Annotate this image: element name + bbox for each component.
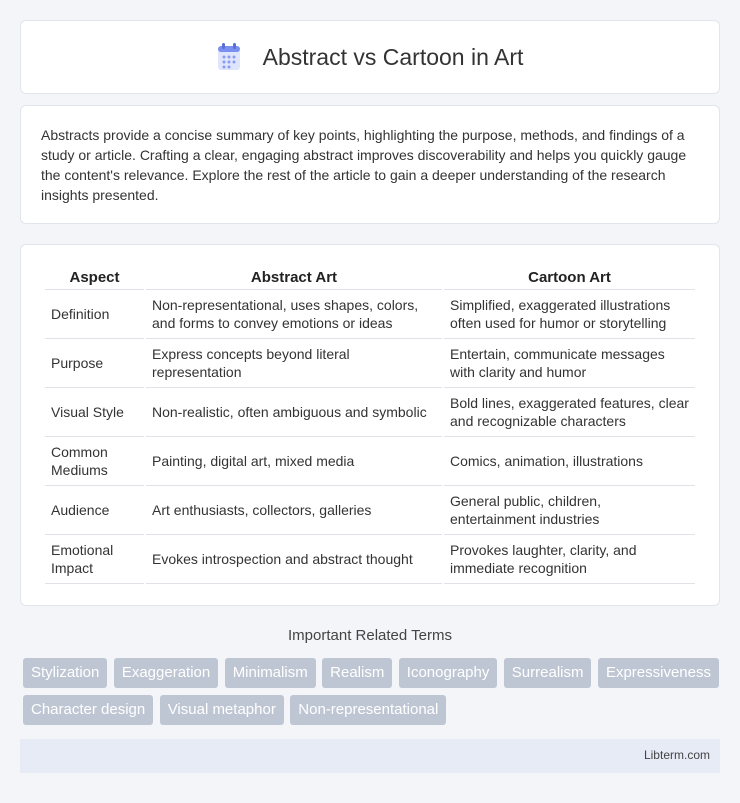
table-row — [45, 535, 695, 584]
related-terms-title: Important Related Terms — [288, 627, 452, 644]
row-cartoon-value: Provokes laughter, clarity, and immediate recognition — [444, 535, 695, 584]
header-abstract-art: Abstract Art — [146, 265, 442, 290]
document-icon — [217, 43, 241, 71]
table-row — [45, 290, 695, 339]
row-aspect: Definition — [45, 290, 144, 339]
page-title: Abstract vs Cartoon in Art — [262, 43, 524, 70]
comparison-table — [43, 265, 697, 584]
term-tag[interactable]: Non-representational — [290, 695, 446, 725]
row-abstract-value: Painting, digital art, mixed media — [146, 437, 442, 486]
row-aspect: Visual Style — [45, 388, 144, 437]
table-row — [45, 437, 695, 486]
row-cartoon-value: Entertain, communicate messages with clarity and humor — [444, 339, 695, 388]
table-row — [45, 388, 695, 437]
term-tag[interactable]: Visual metaphor — [160, 695, 284, 725]
footer-site-link[interactable]: Libterm.com — [643, 748, 710, 762]
abstract-text: Abstracts provide a concise summary of key points, highlighting the purpose, methods, and findings of a study or article. Crafting a clear, engaging abstract improves discoverability and helps you quickly gauge the content's relevance. Explore the rest of the article to gain a deeper understanding of the research insights presented. — [41, 127, 687, 203]
row-aspect: Common Mediums — [45, 437, 144, 486]
header-aspect: Aspect — [45, 265, 144, 290]
row-aspect: Emotional Impact — [45, 535, 144, 584]
header-cartoon-art: Cartoon Art — [444, 265, 695, 290]
term-tag[interactable]: Expressiveness — [598, 658, 719, 688]
row-abstract-value: Evokes introspection and abstract thought — [146, 535, 442, 584]
row-abstract-value: Art enthusiasts, collectors, galleries — [146, 486, 442, 535]
term-tag[interactable]: Stylization — [23, 658, 107, 688]
row-abstract-value: Express concepts beyond literal representation — [146, 339, 442, 388]
term-tag[interactable]: Minimalism — [225, 658, 316, 688]
row-aspect: Audience — [45, 486, 144, 535]
table-row — [45, 339, 695, 388]
row-cartoon-value: Simplified, exaggerated illustrations often used for humor or storytelling — [444, 290, 695, 339]
title-card — [20, 20, 720, 94]
term-tag[interactable]: Character design — [23, 695, 153, 725]
row-cartoon-value: General public, children, entertainment industries — [444, 486, 695, 535]
table-header-row — [45, 265, 695, 290]
row-abstract-value: Non-realistic, often ambiguous and symbolic — [146, 388, 442, 437]
abstract-card — [20, 105, 720, 224]
term-tag[interactable]: Surrealism — [504, 658, 592, 688]
related-terms-list — [23, 658, 723, 732]
row-abstract-value: Non-representational, uses shapes, colors, and forms to convey emotions or ideas — [146, 290, 442, 339]
term-tag[interactable]: Realism — [322, 658, 392, 688]
table-row — [45, 486, 695, 535]
term-tag[interactable]: Iconography — [399, 658, 498, 688]
comparison-card — [20, 244, 720, 606]
row-cartoon-value: Comics, animation, illustrations — [444, 437, 695, 486]
footer — [20, 739, 720, 773]
term-tag[interactable]: Exaggeration — [114, 658, 218, 688]
row-aspect: Purpose — [45, 339, 144, 388]
row-cartoon-value: Bold lines, exaggerated features, clear and recognizable characters — [444, 388, 695, 437]
